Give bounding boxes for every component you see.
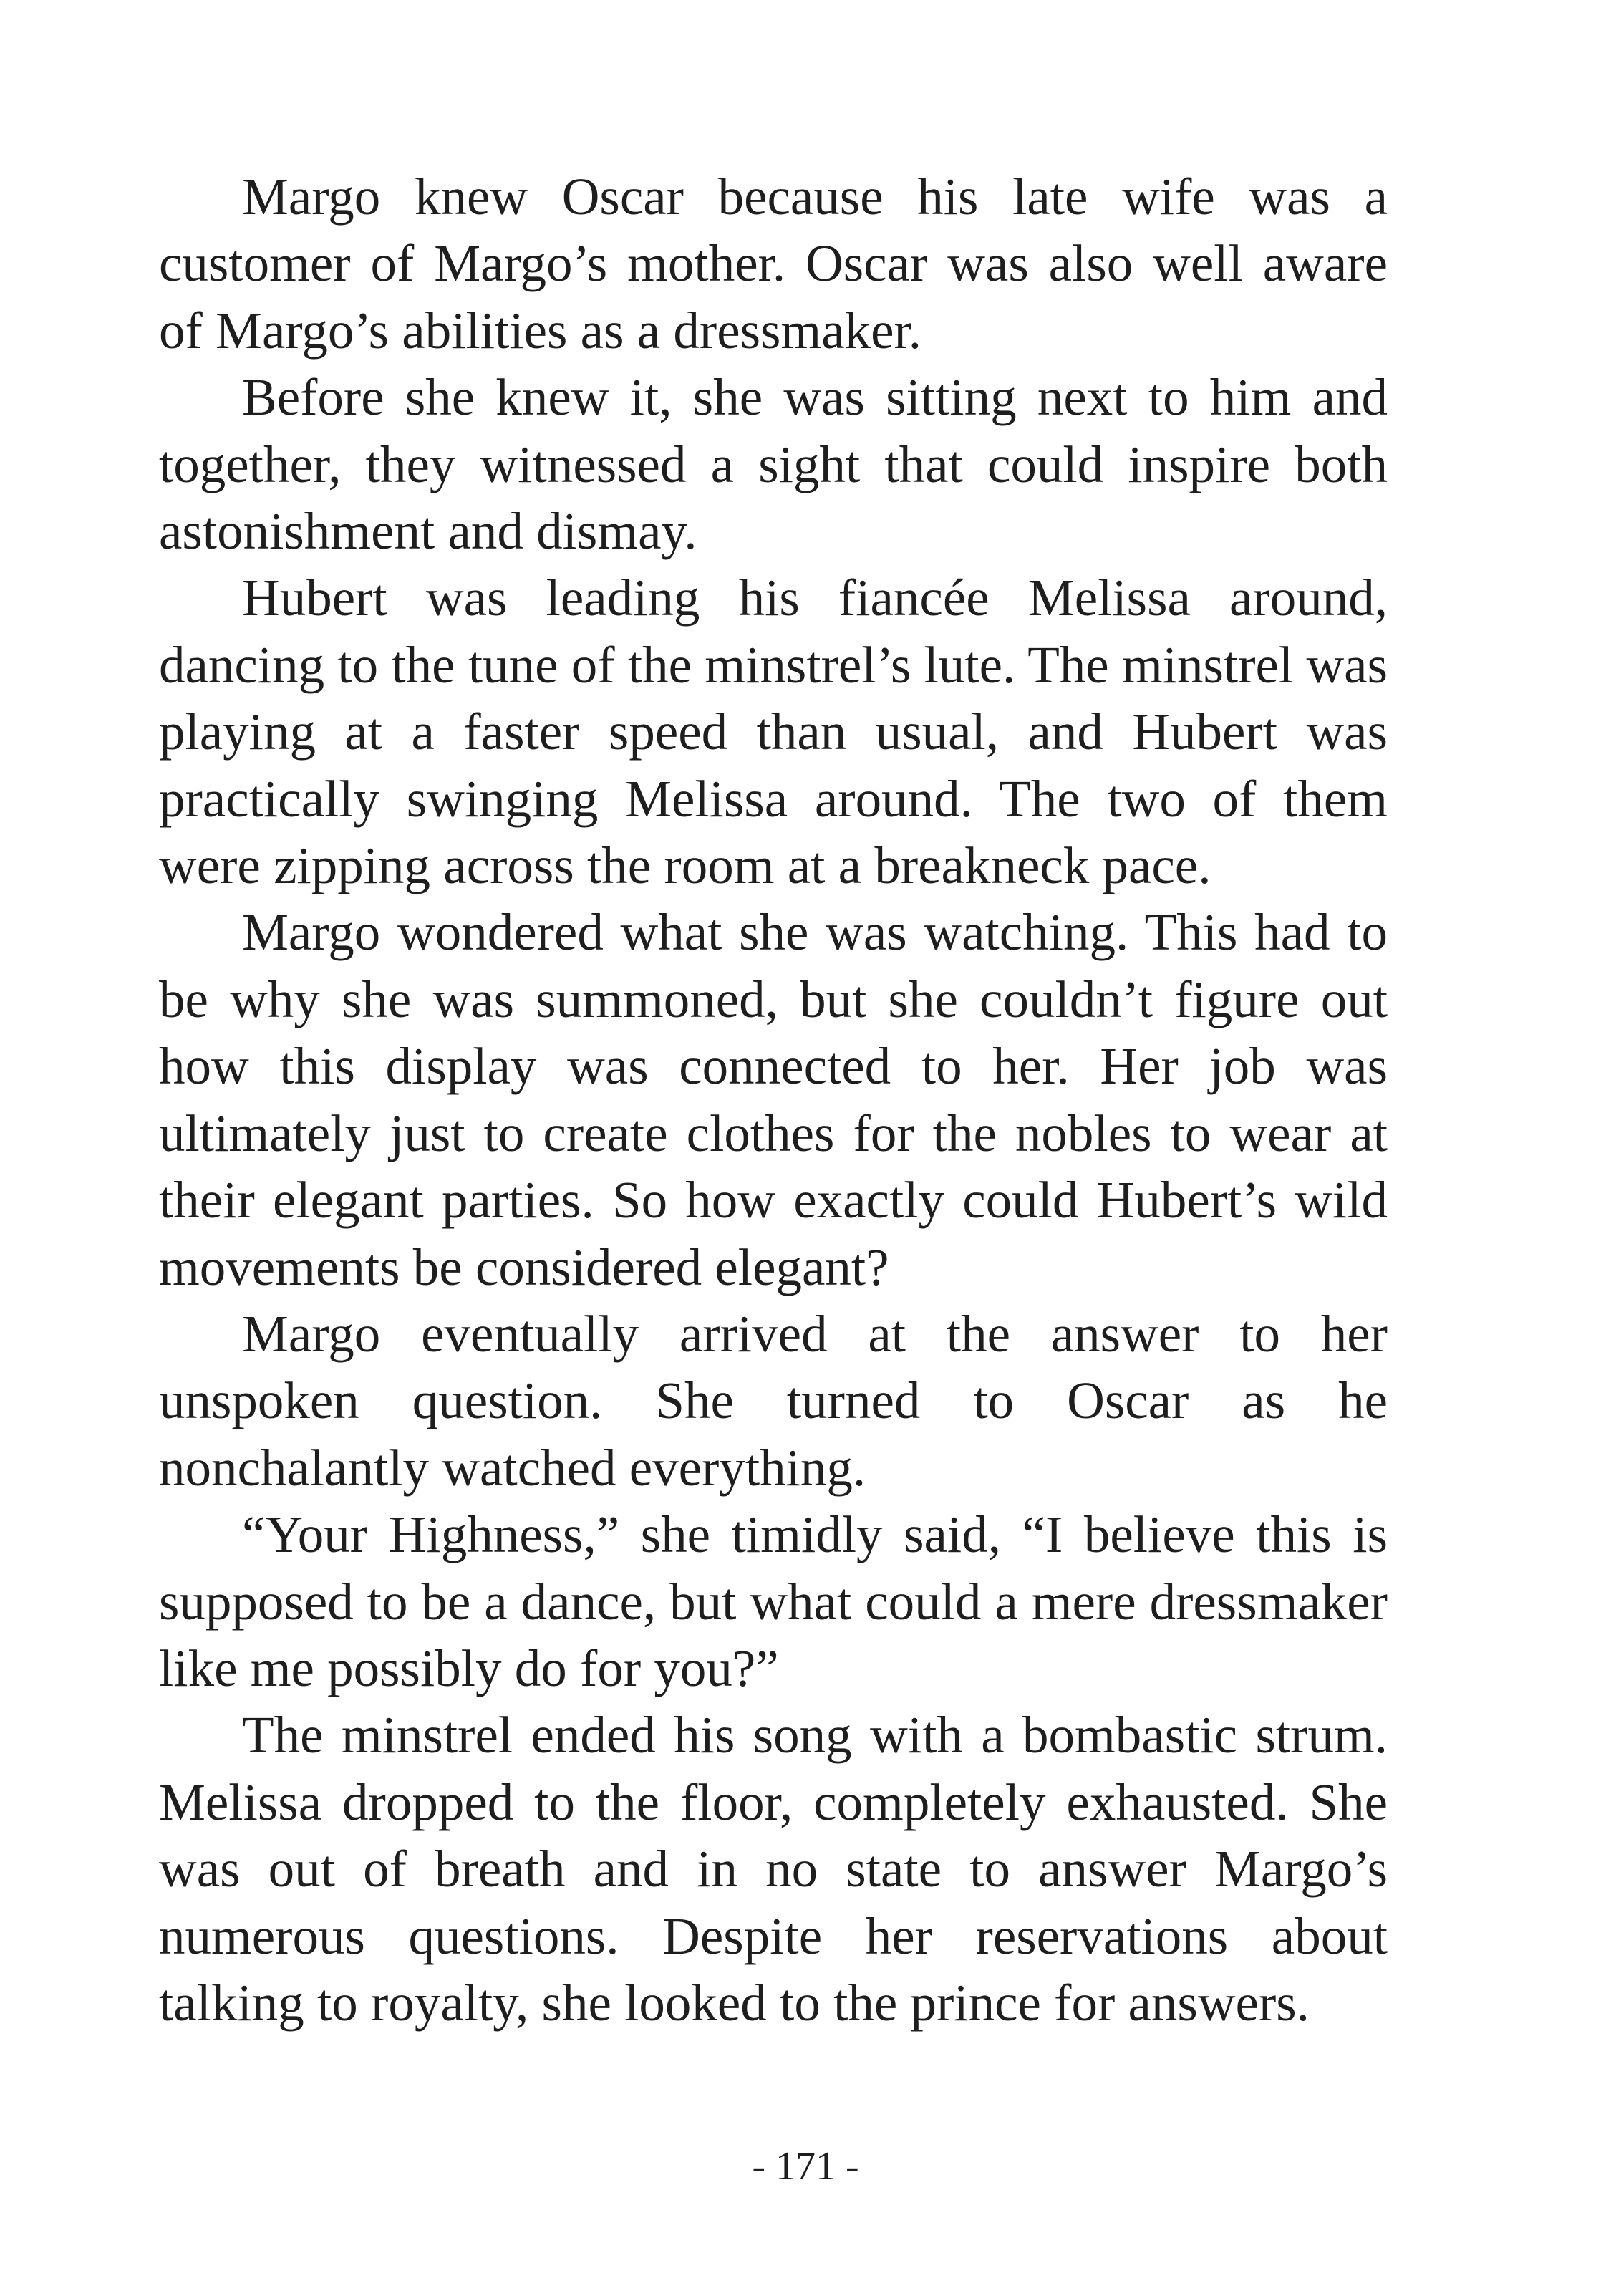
paragraph: “Your Highness,” she timidly said, “I believe this is supposed to be a dance, but what could a mere dressmaker like me possibly do for you?” (159, 1505, 1388, 1697)
page-number: - 171 - (752, 2144, 859, 2189)
body-text (159, 163, 1388, 2036)
paragraph: Margo wondered what she was watching. This had to be why she was summoned, but she couldn’t figure out how this display was connected to her. Her job was ultimately just to create clothes for the nobles to wear at their elegant parties. So how exactly could Hubert’s wild movements be considered elegant? (159, 903, 1388, 1296)
paragraph: Before she knew it, she was sitting next to him and together, they witnessed a sight that could inspire both astonishment and dismay. (159, 368, 1388, 561)
paragraph: The minstrel ended his song with a bombastic strum. Melissa dropped to the floor, completely exhausted. She was out of breath and in no state to answer Margo’s numerous questions. Despite her reservations about talking to royalty, she looked to the prince for answers. (159, 1706, 1388, 2032)
paragraph: Hubert was leading his fiancée Melissa around, dancing to the tune of the minstrel’s lute. The minstrel was playing at a faster speed than usual, and Hubert was practically swinging Melissa around. The two of them were zipping across the room at a breakneck pace. (159, 569, 1388, 895)
paragraph: Margo eventually arrived at the answer to her unspoken question. She turned to Oscar as he nonchalantly watched everything. (159, 1304, 1388, 1497)
paragraph: Margo knew Oscar because his late wife was a customer of Margo’s mother. Oscar was also well aware of Margo’s abilities as a dressmaker. (159, 168, 1388, 360)
